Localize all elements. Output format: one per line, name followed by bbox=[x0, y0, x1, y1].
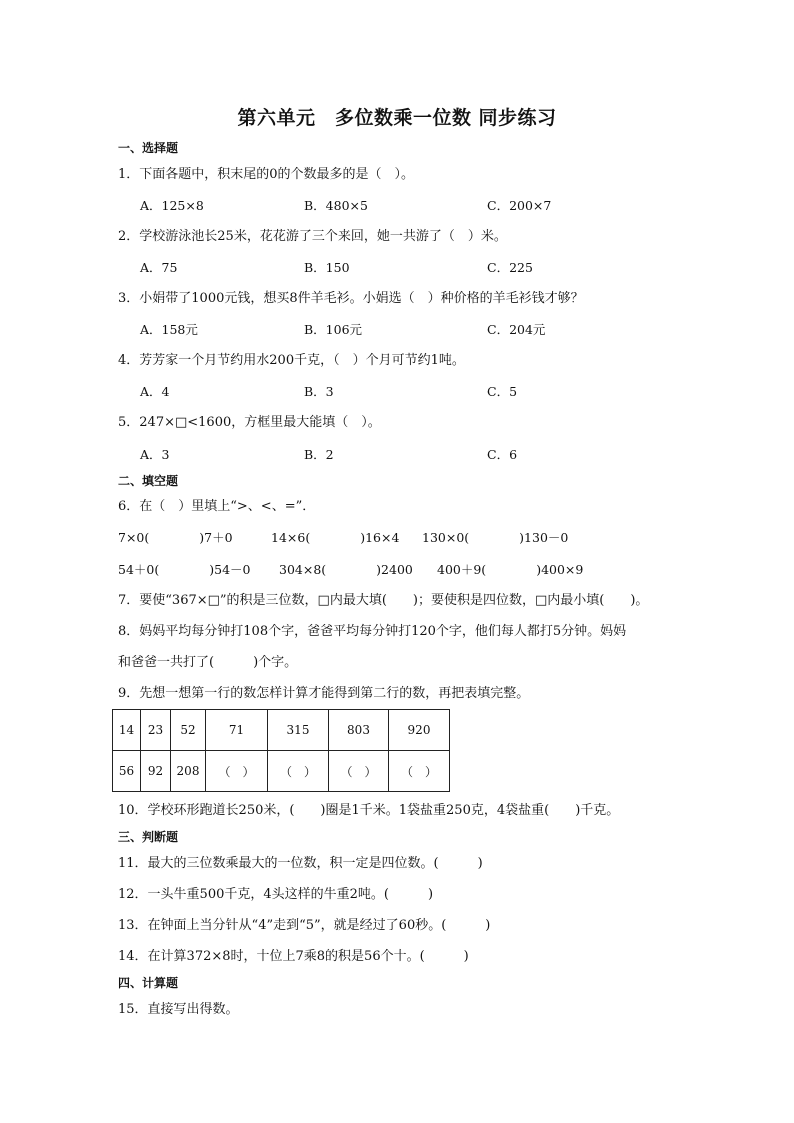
question-6-item: 14×6( )16×4 bbox=[271, 530, 400, 545]
question-4-option-c: C．5 bbox=[487, 384, 518, 399]
page-title: 第六单元 多位数乘一位数 同步练习 bbox=[237, 107, 557, 129]
question-8-line-2: 和爸爸一共打了( )个字。 bbox=[118, 655, 298, 670]
question-7: 7．要使“367×□”的积是三位数，□内最大填( )；要使积是四位数，□内最小填( )。 bbox=[118, 593, 649, 608]
table-cell: 71 bbox=[206, 710, 268, 751]
question-9: 9．先想一想第一行的数怎样计算才能得到第二行的数，再把表填完整。 bbox=[118, 686, 530, 701]
table-cell: 14 bbox=[113, 710, 141, 751]
question-11: 11．最大的三位数乘最大的一位数，积一定是四位数。( ) bbox=[118, 856, 483, 871]
question-12: 12．一头牛重500千克，4头这样的牛重2吨。( ) bbox=[118, 887, 434, 902]
question-1-option-a: A．125×8 bbox=[140, 198, 204, 213]
section-heading-choice: 一、选择题 bbox=[118, 141, 179, 155]
question-6-item: 130×0( )130－0 bbox=[422, 530, 569, 545]
question-1-option-c: C．200×7 bbox=[487, 198, 552, 213]
answer-cell[interactable]: （ ） bbox=[206, 751, 268, 792]
answer-cell[interactable]: （ ） bbox=[389, 751, 450, 792]
table-cell: 315 bbox=[268, 710, 329, 751]
question-10: 10．学校环形跑道长250米，( )圈是1千米。1袋盐重250克，4袋盐重( )千克。 bbox=[118, 803, 620, 818]
question-2-option-a: A．75 bbox=[140, 260, 178, 275]
question-13: 13．在钟面上当分针从“4”走到“5”，就是经过了60秒。( ) bbox=[118, 918, 491, 933]
question-6-item: 400＋9( )400×9 bbox=[437, 562, 584, 577]
question-2-option-c: C．225 bbox=[487, 260, 533, 275]
question-6: 6．在（ ）里填上“>、<、=”． bbox=[118, 499, 316, 514]
table-cell: 52 bbox=[171, 710, 206, 751]
table-row bbox=[113, 751, 450, 792]
question-2: 2．学校游泳池长25米，花花游了三个来回，她一共游了（ ）米。 bbox=[118, 229, 507, 244]
question-15: 15．直接写出得数。 bbox=[118, 1002, 239, 1017]
table-cell: 920 bbox=[389, 710, 450, 751]
answer-cell[interactable]: （ ） bbox=[329, 751, 389, 792]
question-6-item: 54＋0( )54－0 bbox=[118, 562, 251, 577]
section-heading-calc: 四、计算题 bbox=[118, 976, 179, 990]
section-heading-fill: 二、填空题 bbox=[118, 474, 179, 488]
table-cell: 56 bbox=[113, 751, 141, 792]
question-9-table bbox=[112, 709, 450, 792]
section-heading-judge: 三、判断题 bbox=[118, 830, 179, 844]
question-3: 3．小娟带了1000元钱，想买8件羊毛衫。小娟选（ ）种价格的羊毛衫钱才够？ bbox=[118, 291, 584, 306]
question-6-item: 304×8( )2400 bbox=[279, 562, 413, 577]
question-5-option-c: C．6 bbox=[487, 447, 518, 462]
table-cell: 803 bbox=[329, 710, 389, 751]
question-3-option-a: A．158元 bbox=[140, 322, 198, 337]
question-5-option-a: A．3 bbox=[140, 447, 170, 462]
table-row bbox=[113, 710, 450, 751]
table-cell: 92 bbox=[141, 751, 171, 792]
question-4-option-b: B．3 bbox=[304, 384, 334, 399]
question-14: 14．在计算372×8时，十位上7乘8的积是56个十。( ) bbox=[118, 949, 469, 964]
table-cell: 208 bbox=[171, 751, 206, 792]
question-6-item: 7×0( )7＋0 bbox=[118, 530, 233, 545]
question-3-option-c: C．204元 bbox=[487, 322, 546, 337]
question-3-option-b: B．106元 bbox=[304, 322, 363, 337]
answer-cell[interactable]: （ ） bbox=[268, 751, 329, 792]
question-1-option-b: B．480×5 bbox=[304, 198, 368, 213]
question-5: 5．247×□<1600，方框里最大能填（ ）。 bbox=[118, 415, 381, 430]
question-5-option-b: B．2 bbox=[304, 447, 334, 462]
question-4: 4．芳芳家一个月节约用水200千克，（ ）个月可节约1吨。 bbox=[118, 353, 465, 368]
question-1: 1．下面各题中，积末尾的0的个数最多的是（ ）。 bbox=[118, 167, 415, 182]
question-2-option-b: B．150 bbox=[304, 260, 350, 275]
table-cell: 23 bbox=[141, 710, 171, 751]
question-4-option-a: A．4 bbox=[140, 384, 170, 399]
question-8-line-1: 8．妈妈平均每分钟打108个字，爸爸平均每分钟打120个字，他们每人都打5分钟。妈妈 bbox=[118, 624, 627, 639]
